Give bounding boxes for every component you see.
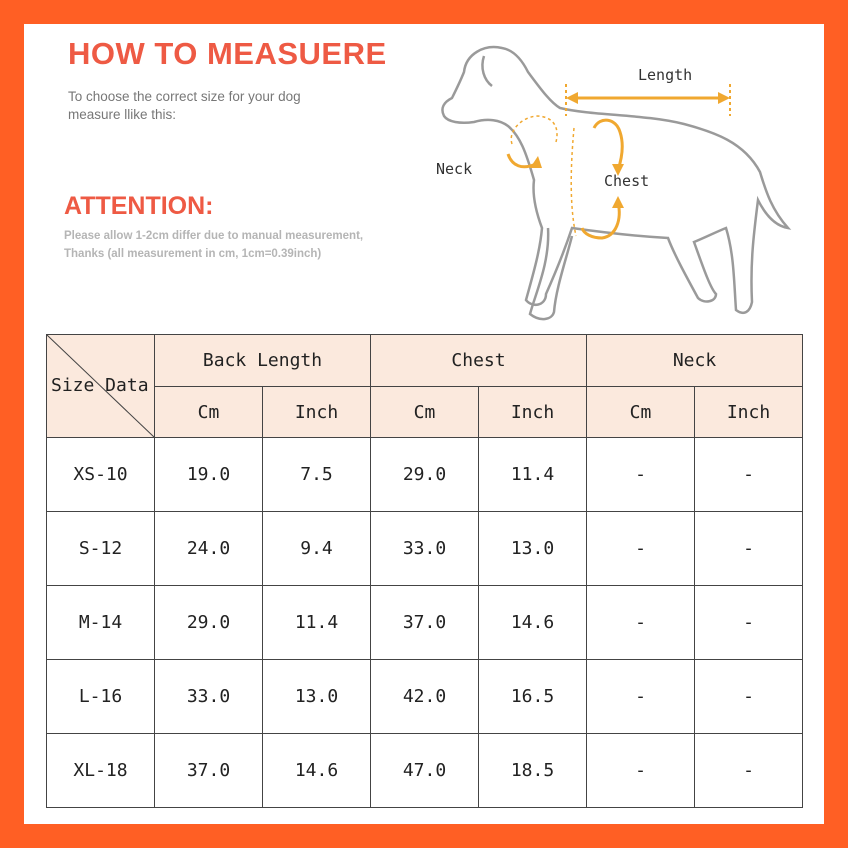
- value-cell: -: [695, 660, 803, 734]
- value-cell: 14.6: [263, 734, 371, 808]
- group-header-back-length: Back Length: [155, 335, 371, 387]
- size-cell: L-16: [47, 660, 155, 734]
- value-cell: 19.0: [155, 438, 263, 512]
- value-cell: 7.5: [263, 438, 371, 512]
- size-cell: M-14: [47, 586, 155, 660]
- value-cell: -: [587, 512, 695, 586]
- chest-loop-dotted: [571, 128, 576, 236]
- dog-ear: [482, 56, 492, 86]
- chest-label: Chest: [604, 172, 650, 190]
- value-cell: -: [695, 438, 803, 512]
- table-row: [47, 660, 803, 734]
- attention-note: [64, 227, 444, 263]
- length-label: Length: [638, 66, 693, 84]
- unit-header: Inch: [479, 387, 587, 438]
- value-cell: -: [587, 734, 695, 808]
- table-row: [47, 734, 803, 808]
- value-cell: 29.0: [155, 586, 263, 660]
- unit-header: Inch: [695, 387, 803, 438]
- value-cell: 13.0: [479, 512, 587, 586]
- intro-text: [68, 88, 368, 124]
- value-cell: 33.0: [155, 660, 263, 734]
- neck-arrowhead: [530, 156, 542, 168]
- page-title: HOW TO MEASUERE: [68, 36, 387, 71]
- unit-header: Cm: [371, 387, 479, 438]
- value-cell: -: [587, 586, 695, 660]
- value-cell: 11.4: [479, 438, 587, 512]
- attention-line-2: Thanks (all measurement in cm, 1cm=0.39inch): [64, 248, 322, 260]
- neck-label: Neck: [436, 160, 473, 178]
- unit-header: Inch: [263, 387, 371, 438]
- value-cell: 13.0: [263, 660, 371, 734]
- table-row: [47, 586, 803, 660]
- length-arrowhead-right: [718, 92, 730, 104]
- attention-line-1: Please allow 1-2cm differ due to manual measurement,: [64, 230, 364, 242]
- value-cell: 18.5: [479, 734, 587, 808]
- intro-line-1: To choose the correct size for your dog: [68, 89, 301, 104]
- size-cell: S-12: [47, 512, 155, 586]
- value-cell: 29.0: [371, 438, 479, 512]
- group-header-chest: Chest: [371, 335, 587, 387]
- value-cell: -: [695, 734, 803, 808]
- dog-measurement-diagram: [404, 32, 814, 336]
- value-cell: 37.0: [371, 586, 479, 660]
- value-cell: 11.4: [263, 586, 371, 660]
- value-cell: 9.4: [263, 512, 371, 586]
- chest-arrow-top: [594, 120, 622, 170]
- group-header-row: [47, 335, 803, 387]
- size-cell: XL-18: [47, 734, 155, 808]
- value-cell: -: [587, 438, 695, 512]
- group-header-neck: Neck: [587, 335, 803, 387]
- value-cell: 16.5: [479, 660, 587, 734]
- table-row: [47, 512, 803, 586]
- unit-header: Cm: [587, 387, 695, 438]
- value-cell: 37.0: [155, 734, 263, 808]
- unit-header-row: [47, 387, 803, 438]
- size-table: [46, 334, 802, 807]
- intro-line-2: measure llike this:: [68, 107, 177, 122]
- corner-label: Size Data: [51, 375, 149, 396]
- value-cell: 47.0: [371, 734, 479, 808]
- unit-header: Cm: [155, 387, 263, 438]
- size-chart-card: [24, 24, 824, 824]
- corner-cell: [47, 335, 155, 438]
- size-cell: XS-10: [47, 438, 155, 512]
- value-cell: 33.0: [371, 512, 479, 586]
- attention-heading: ATTENTION:: [64, 192, 214, 220]
- value-cell: -: [695, 586, 803, 660]
- neck-arrow: [508, 154, 536, 167]
- value-cell: 42.0: [371, 660, 479, 734]
- chest-arrowhead-bottom: [612, 196, 624, 208]
- table-row: [47, 438, 803, 512]
- value-cell: 24.0: [155, 512, 263, 586]
- value-cell: -: [695, 512, 803, 586]
- length-arrowhead-left: [566, 92, 578, 104]
- value-cell: 14.6: [479, 586, 587, 660]
- value-cell: -: [587, 660, 695, 734]
